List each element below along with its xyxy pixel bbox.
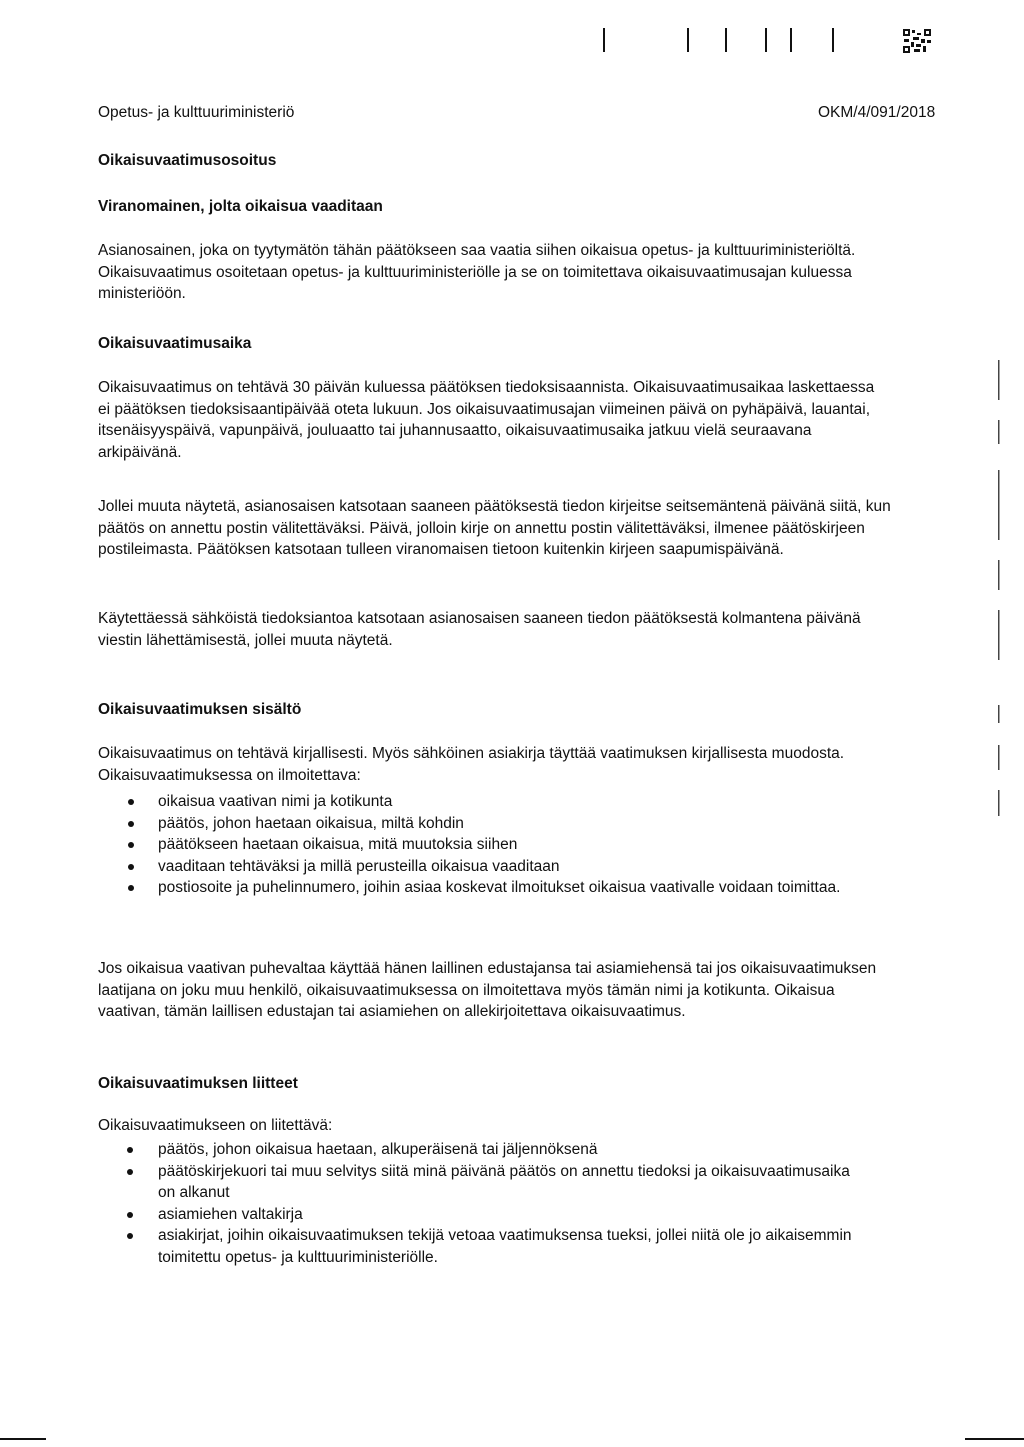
content-list — [98, 791, 888, 899]
period-paragraph-1: Oikaisuvaatimus on tehtävä 30 päivän kuluessa päätöksen tiedoksisaannista. Oikaisuvaatimusaikaa laskettaessa ei päätöksen tiedoksisaantipäivää oteta lukuun. Jos oikaisuvaatimusajan viimeinen päivä on pyhäpäivä, lauantai, itsenäisyyspäivä, vapunpäivä, jouluaatto tai juhannusaatto, oikaisuvaatimusaika jatkuu vielä seuraavana arkipäivänä. — [98, 379, 875, 461]
list-item: oikaisua vaativan nimi ja kotikunta — [98, 791, 888, 813]
barcode — [595, 28, 940, 54]
ministry-name: Opetus- ja kulttuuriministeriö — [98, 104, 295, 121]
attachments-heading: Oikaisuvaatimuksen liitteet — [98, 1075, 298, 1092]
side-stamp — [986, 360, 1016, 820]
content-heading: Oikaisuvaatimuksen sisältö — [98, 701, 302, 718]
reference-number: OKM/4/091/2018 — [818, 104, 936, 121]
list-item: asiakirjat, joihin oikaisuvaatimuksen tekijä vetoaa vaatimuksensa tueksi, jollei niitä ole jo aikaisemmin toimitettu opetus- ja kulttuuriministeriölle. — [98, 1225, 868, 1268]
list-item: päätöskirjekuori tai muu selvitys siitä minä päivänä päätös on annettu tiedoksi ja oikaisuvaatimusaika on alkanut — [98, 1161, 868, 1204]
period-heading: Oikaisuvaatimusaika — [98, 335, 252, 352]
list-item: päätös, johon oikaisua haetaan, alkuperäisenä tai jäljennöksenä — [98, 1139, 868, 1161]
list-item: päätös, johon haetaan oikaisua, miltä kohdin — [98, 813, 888, 835]
document-title: Oikaisuvaatimusosoitus — [98, 152, 277, 169]
content-intro: Oikaisuvaatimus on tehtävä kirjallisesti. Myös sähköinen asiakirja täyttää vaatimuksen kirjallisesta muodosta. Oikaisuvaatimuksessa on ilmoitettava: — [98, 745, 845, 784]
list-item: päätökseen haetaan oikaisua, mitä muutoksia siihen — [98, 834, 888, 856]
margin-marks — [986, 360, 1010, 820]
list-item: vaaditaan tehtäväksi ja millä perusteilla oikaisua vaaditaan — [98, 856, 888, 878]
footer-rule-right — [965, 1438, 1024, 1440]
period-paragraph-2: Jollei muuta näytetä, asianosaisen katsotaan saaneen päätöksestä tiedon kirjeitse seitsemäntenä päivänä siitä, kun päätös on annettu postin välitettäväksi. Päivä, jolloin kirje on annettu postin välitettäväksi, ilmenee päätöskirjeen postileimasta. Päätöksen katsotaan tulleen viranomaisen tietoon kuitenkin kirjeen saapumispäivänä. — [98, 498, 891, 558]
list-item: asiamiehen valtakirja — [98, 1204, 868, 1226]
qr-code-icon — [902, 28, 932, 54]
period-paragraph-3: Käytettäessä sähköistä tiedoksiantoa katsotaan asianosaisen saaneen tiedon päätöksestä kolmantena päivänä viestin lähettämisestä, jollei muuta näytetä. — [98, 610, 861, 649]
footer-rule-left — [0, 1438, 46, 1440]
authority-text: Asianosainen, joka on tyytymätön tähän päätökseen saa vaatia siihen oikaisua opetus- ja kulttuuriministeriöltä. Oikaisuvaatimus osoitetaan opetus- ja kulttuuriministeriölle ja se on toimitettava oikaisuvaatimusajan kuluessa ministeriöön. — [98, 242, 856, 302]
attachments-list — [98, 1139, 868, 1268]
content-after: Jos oikaisua vaativan puhevaltaa käyttää hänen laillinen edustajansa tai asiamiehensä tai jos oikaisuvaatimuksen laatijana on joku muu henkilö, oikaisuvaatimuksessa on ilmoitettava myös tämän nimi ja kotikunta. Oikaisua vaativan, tämän laillisen edustajan tai asiamiehen on allekirjoitettava oikaisuvaatimus. — [98, 960, 877, 1020]
authority-heading: Viranomainen, jolta oikaisua vaaditaan — [98, 198, 383, 215]
attachments-intro: Oikaisuvaatimukseen on liitettävä: — [98, 1117, 333, 1134]
list-item: postiosoite ja puhelinnumero, joihin asiaa koskevat ilmoitukset oikaisua vaativalle voidaan toimittaa. — [98, 877, 888, 899]
